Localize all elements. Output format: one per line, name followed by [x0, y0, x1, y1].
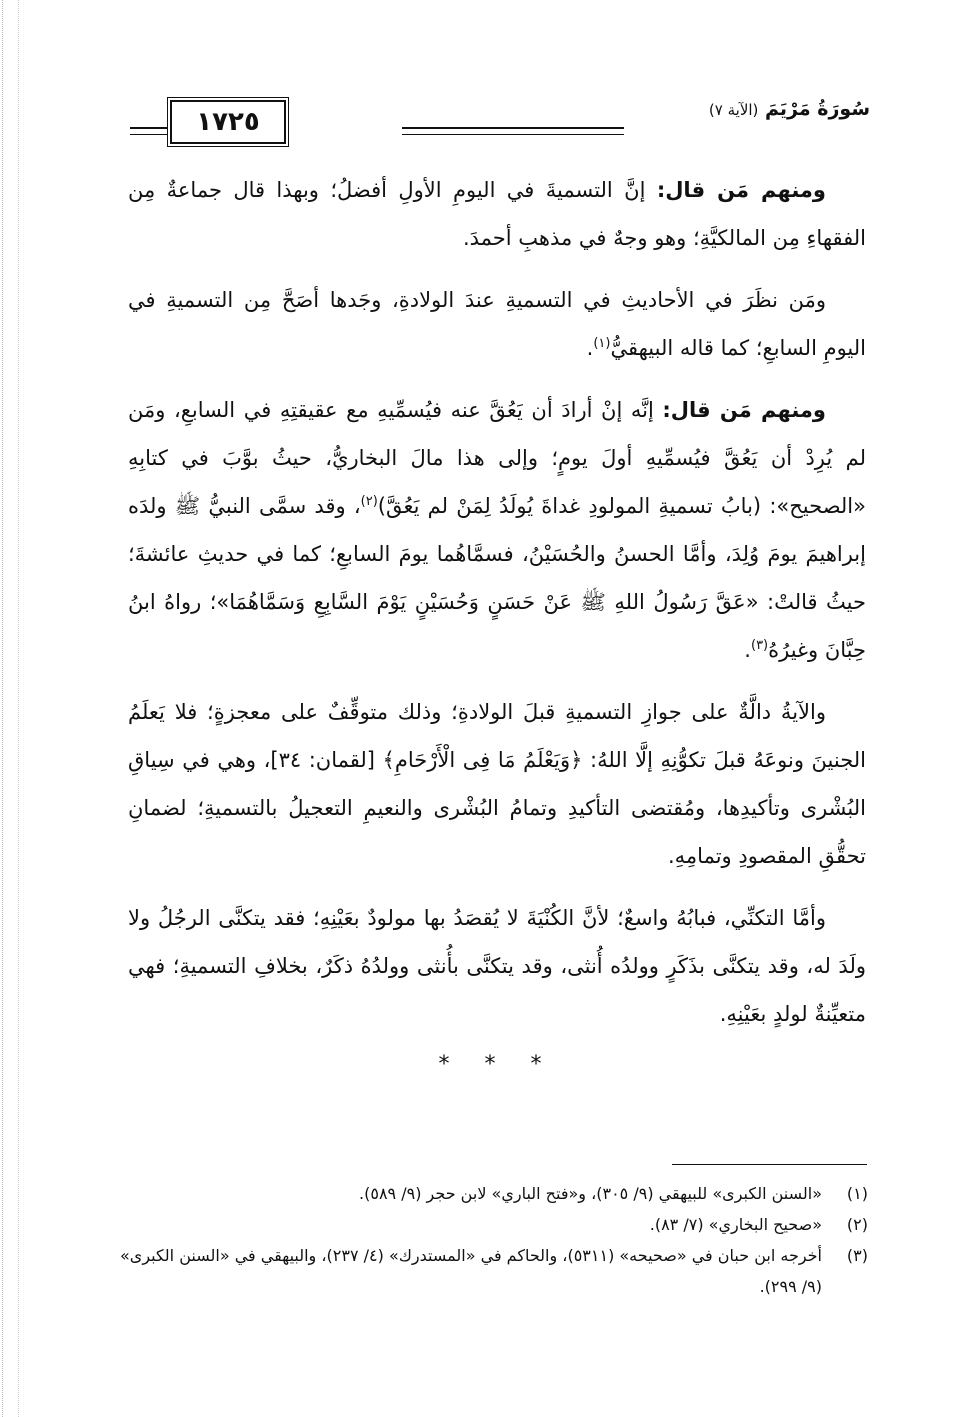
header-rule	[130, 134, 168, 135]
footnote-item	[108, 1240, 868, 1302]
footnote-text: «السنن الكبرى» للبيهقي (٩/ ٣٠٥)، و«فتح الباري» لابن حجر (٩/ ٥٨٩).	[359, 1184, 822, 1203]
paragraph-text: إنَّ التسميةَ في اليومِ الأولِ أفضلُ؛ وبهذا قال جماعةٌ مِن الفقهاءِ مِن المالكيَّةِ؛ وهو وجهٌ في مذهبِ أحمدَ.	[128, 178, 866, 250]
paragraph-text: والآيةُ دالَّةٌ على جوازِ التسميةِ قبلَ الولادةِ؛ وذلك متوقِّفٌ على معجزةٍ؛ فلا يَعلَمُ الجنينَ ونوعَهُ قبلَ تكوُّنِهِ إلَّا اللهُ: ﴿وَيَعْلَمُ مَا فِى الْأَرْحَامِ﴾ [لقمان: ٣٤]، وهي في سِياقِ البُشْرى وتأكيدِها، ومُقتضى التأكيدِ وتمامُ البُشْرى والنعيمِ التعجيلُ بالتسميةِ؛ لضمانِ تحقُّقِ المقصودِ وتمامِهِ.	[128, 700, 866, 868]
scan-edge-artifact	[2, 0, 3, 1417]
surah-name: سُورَةُ مَرْيَمَ	[765, 98, 870, 120]
paragraph-text: إنَّه إنْ أرادَ أن يَعُقَّ عنه فيُسمِّيهِ مع عقيقتِهِ في السابعِ، ومَن لم يُرِدْ أن يَعُقَّ فيُسمِّيهِ أولَ يومٍ؛ وإلى هذا مالَ البخاريُّ، حيثُ بوَّبَ في كتابِهِ «الصحيح»: (بابُ تسميةِ المولودِ غداةَ يُولَدُ لِمَنْ لم يَعُقَّ)	[128, 398, 866, 518]
paragraph-text: ومَن نظَرَ في الأحاديثِ في التسميةِ عندَ الولادةِ، وجَدها أصَحَّ مِن التسميةِ في اليومِ السابعِ؛ كما قاله البيهقيُّ	[128, 288, 866, 360]
paragraph	[128, 386, 866, 674]
paragraph-lead: ومنهم مَن قال:	[662, 398, 826, 422]
paragraph	[128, 166, 866, 262]
footnote-number: (٢)	[846, 1215, 868, 1234]
paragraph	[128, 276, 866, 372]
surah-title	[709, 98, 870, 120]
body-text	[128, 166, 866, 1077]
paragraph-text: ، وقد سمَّى النبيُّ ﷺ ولدَه إبراهيمَ يومَ وُلِدَ، وأمَّا الحسنُ والحُسَيْنُ، فسمَّاهُما يومَ السابعِ؛ كما في حديثِ عائشةَ؛ حيثُ قالتْ: «عَقَّ رَسُولُ اللهِ ﷺ عَنْ حَسَنٍ وَحُسَيْنٍ يَوْمَ السَّابِعِ وَسَمَّاهُمَا»؛ رواهُ ابنُ حِبَّانَ وغيرُهُ	[128, 494, 866, 662]
footnote-item	[108, 1178, 868, 1209]
header-rule	[402, 134, 624, 135]
footnote-ref[interactable]: (٢)	[360, 494, 378, 509]
footnote-text: أخرجه ابن حبان في «صحيحه» (٥٣١١)، والحاكم في «المستدرك» (٤/ ٢٣٧)، والبيهقي في «السنن الكبرى» (٩/ ٢٩٩).	[120, 1246, 822, 1296]
footnote-ref[interactable]: (١)	[593, 336, 611, 351]
footnote-divider	[672, 1164, 867, 1165]
paragraph-text: وأمَّا التكنِّي، فبابُهُ واسعٌ؛ لأنَّ الكُنْيَةَ لا يُقصَدُ بها مولودٌ بعَيْنِهِ؛ فقد يتكنَّى الرجُلُ ولا ولَدَ له، وقد يتكنَّى بذَكَرٍ وولدُه أُنثى، وقد يتكنَّى بأُنثى وولدُهُ ذكَرٌ، بخلافِ التسميةِ؛ فهي متعيِّنةٌ لولدٍ بعَيْنِهِ.	[128, 906, 866, 1026]
footnote-number: (٣)	[846, 1246, 868, 1265]
header-rule	[402, 127, 624, 129]
paragraph-tail: .	[586, 336, 594, 360]
footnote-item	[108, 1209, 868, 1240]
paragraph-tail: .	[744, 638, 751, 662]
footnote-number: (١)	[846, 1184, 868, 1203]
verse-reference: (الآية ٧)	[708, 101, 759, 119]
footnotes	[108, 1178, 868, 1302]
page-number: ١٧٢٥	[170, 100, 286, 144]
page-header	[130, 94, 870, 150]
paragraph	[128, 688, 866, 880]
section-separator: * * *	[438, 1052, 556, 1077]
footnote-text: «صحيح البخاري» (٧/ ٨٣).	[649, 1215, 822, 1234]
header-rule	[130, 127, 168, 129]
scan-edge-artifact	[18, 0, 19, 1417]
footnote-ref[interactable]: (٣)	[750, 638, 769, 653]
paragraph	[128, 894, 866, 1038]
paragraph-lead: ومنهم مَن قال:	[656, 178, 826, 202]
